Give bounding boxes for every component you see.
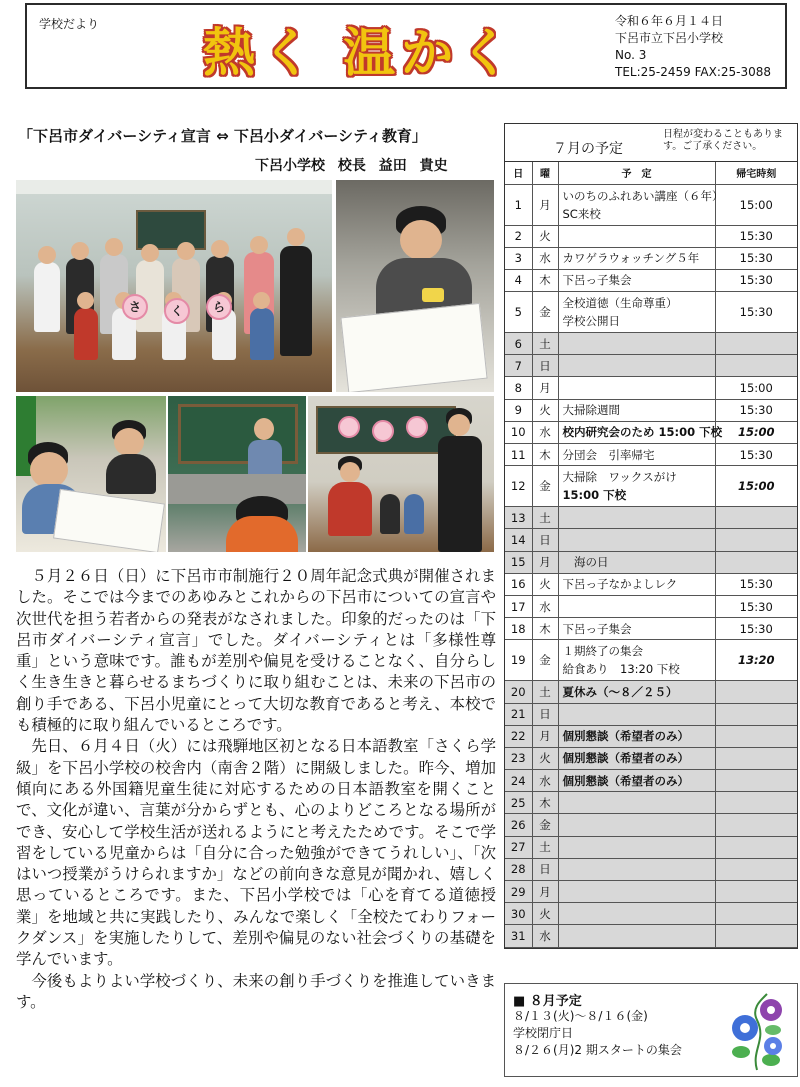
schedule-row [505,595,797,617]
row-event [558,681,715,703]
row-weekday: 火 [532,399,558,421]
row-event-line: 全校道徳（生命尊重） [562,296,678,311]
row-time: 15:00 [715,466,797,507]
row-event-line: 個別懇談（希望者のみ） [562,729,689,744]
row-event-line: 学校公開日 [562,314,620,329]
header-info [615,13,775,81]
row-event [558,573,715,595]
row-time: 15:30 [715,269,797,291]
schedule-row [505,399,797,421]
row-event [558,507,715,529]
august-line: ８/２６(月)2 期スタートの集会 [513,1043,682,1057]
row-weekday: 金 [532,814,558,836]
august-lines [513,1008,682,1059]
ceremony-photo [308,396,494,552]
row-event [558,770,715,792]
row-weekday: 木 [532,444,558,466]
row-event [558,444,715,466]
row-event-line: 分団会 引率帰宅 [562,447,655,462]
row-time: 15:30 [715,444,797,466]
row-event [558,836,715,858]
row-event [558,377,715,399]
schedule-row [505,466,797,507]
schedule-month-title: ７月の予定 [553,141,623,157]
row-day: 12 [505,466,532,507]
schedule-row [505,725,797,747]
row-event-line: 海の日 [562,555,609,570]
row-time: 15:00 [715,421,797,443]
row-event-line: 15:00 下校 [562,488,627,503]
row-time: 15:30 [715,292,797,333]
schedule-row [505,247,797,269]
row-event [558,925,715,947]
row-time [715,925,797,947]
row-weekday: 木 [532,618,558,640]
row-day: 5 [505,292,532,333]
row-event [558,247,715,269]
row-time [715,903,797,925]
row-weekday: 火 [532,225,558,247]
row-event [558,355,715,377]
row-weekday: 月 [532,881,558,903]
row-weekday: 土 [532,836,558,858]
row-weekday: 日 [532,355,558,377]
row-weekday: 水 [532,925,558,947]
row-day: 25 [505,792,532,814]
schedule-row [505,747,797,769]
row-day: 21 [505,703,532,725]
schedule-row [505,881,797,903]
row-day: 31 [505,925,532,947]
row-day: 19 [505,640,532,681]
schedule-row [505,184,797,225]
row-day: 11 [505,444,532,466]
row-event-line: 給食あり 13:20 下校 [562,662,680,677]
row-weekday: 火 [532,903,558,925]
schedule-row [505,903,797,925]
row-time: 15:00 [715,184,797,225]
placard-ra: ら [206,294,232,320]
issue-number: No. 3 [615,48,647,62]
row-day: 9 [505,399,532,421]
row-weekday: 水 [532,770,558,792]
row-weekday: 火 [532,573,558,595]
row-weekday: 金 [532,640,558,681]
row-day: 6 [505,333,532,355]
row-event [558,792,715,814]
row-weekday: 木 [532,269,558,291]
schedule-row [505,792,797,814]
row-day: 10 [505,421,532,443]
schedule-row [505,225,797,247]
row-event [558,333,715,355]
student-desk-photo [336,180,494,392]
row-event-line: SC来校 [562,206,601,221]
row-weekday: 月 [532,725,558,747]
article-body [16,566,496,1013]
row-event [558,184,724,225]
august-title: ■ ８月予定 [513,994,582,1009]
row-time: 15:30 [715,247,797,269]
school-name: 下呂市立下呂小学校 [615,31,724,45]
column-time: 帰宅時刻 [715,162,797,184]
blackboard-photo [168,396,306,552]
row-event [558,551,715,573]
row-event-line: 大掃除 ワックスがけ [562,470,677,485]
schedule-row [505,292,797,333]
row-time: 13:20 [715,640,797,681]
schedule-row [505,377,797,399]
article-paragraph: ５月２６日（日）に下呂市市制施行２０周年記念式典が開催されました。そこでは今までのあゆみとこれからの下呂市についての宣言や次世代を担う若者からの発表がなされました。印象的だったのは「下呂市ダイバーシティ宣言」でした。ダイバーシティとは「多様性尊重」という意味です。誰もが差別や偏見を受けることなく、自分らしく生き生きと暮らせるまちづくりに取り組むことは、未来の下呂市の創り手である、下呂小児童にとって大切な教育であると考え、本校でも積極的に取り組んでいるところです。 [16,567,496,735]
schedule-row [505,770,797,792]
morning-glory-icon [727,990,789,1072]
article-title: 「下呂市ダイバーシティ宣言 ⇔ 下呂小ダイバーシティ教育」 [18,127,427,145]
row-event [558,703,715,725]
schedule-row [505,640,797,681]
row-day: 13 [505,507,532,529]
row-event [558,421,723,443]
row-time [715,814,797,836]
row-time [715,507,797,529]
row-event [558,225,715,247]
row-time [715,770,797,792]
newsletter-header [25,3,787,89]
row-day: 28 [505,858,532,880]
row-weekday: 土 [532,507,558,529]
row-day: 18 [505,618,532,640]
row-weekday: 水 [532,247,558,269]
row-time: 15:00 [715,377,797,399]
row-day: 29 [505,881,532,903]
schedule-row [505,269,797,291]
row-day: 23 [505,747,532,769]
row-event-line: いのちのふれあい講座（６年） [562,188,724,203]
row-day: 26 [505,814,532,836]
column-day: 日 [505,162,532,184]
august-plan [504,983,798,1077]
row-time [715,881,797,903]
row-event [558,725,715,747]
row-weekday: 水 [532,421,558,443]
placard-sa: さ [122,294,148,320]
row-time [715,703,797,725]
row-day: 27 [505,836,532,858]
schedule-row [505,529,797,551]
column-event: 予 定 [558,162,715,184]
row-event [558,466,715,507]
schedule-header [505,124,797,162]
schedule-row [505,814,797,836]
row-weekday: 土 [532,333,558,355]
row-event-line: １期終了の集会 [562,644,643,659]
schedule-column-headers [505,162,797,184]
row-day: 20 [505,681,532,703]
row-day: 1 [505,184,532,225]
august-line: ８/１３(火)～８/１６(金) [513,1009,648,1023]
schedule-row [505,925,797,947]
row-event [558,640,715,681]
row-event [558,881,715,903]
row-day: 17 [505,595,532,617]
row-event [558,595,715,617]
schedule-note: 日程が変わることもあります。ご了承ください。 [663,129,783,152]
row-time [715,355,797,377]
schedule-row [505,836,797,858]
row-day: 4 [505,269,532,291]
row-weekday: 火 [532,747,558,769]
row-weekday: 月 [532,184,558,225]
row-time: 15:30 [715,595,797,617]
row-weekday: 金 [532,466,558,507]
schedule-row [505,333,797,355]
row-time [715,836,797,858]
schedule-row [505,858,797,880]
row-day: 24 [505,770,532,792]
row-event [558,858,715,880]
row-time: 15:30 [715,618,797,640]
group-photo [16,180,332,392]
row-time: 15:30 [715,399,797,421]
row-day: 22 [505,725,532,747]
newsletter-title: 熱く 温かく [203,24,518,84]
row-time [715,747,797,769]
contact-info: TEL:25-2459 FAX:25-3088 [615,65,772,79]
row-weekday: 土 [532,681,558,703]
article-paragraph: 今後もよりよい学校づくり、未来の創り手づくりを推進していきます。 [16,971,496,1011]
row-event [558,903,715,925]
row-time: 15:30 [715,225,797,247]
row-day: 15 [505,551,532,573]
row-weekday: 金 [532,292,558,333]
schedule-row [505,551,797,573]
row-event [558,618,715,640]
row-event [558,814,715,836]
row-day: 8 [505,377,532,399]
row-weekday: 月 [532,551,558,573]
row-weekday: 日 [532,703,558,725]
article-author: 下呂小学校 校長 益田 貴史 [255,158,448,174]
row-day: 7 [505,355,532,377]
row-time [715,725,797,747]
row-event-line: 下呂っ子集会 [562,621,632,636]
row-time: 15:30 [715,573,797,595]
article-paragraph: 先日、６月４日（火）には飛騨地区初となる日本語教室「さくら学級」を下呂小学校の校舎内（南舎２階）に開級しました。昨今、増加傾向にある外国籍児童生徒に対応するための日本語教室を開くことで、文化が違い、言葉が分からずとも、心のよりどころとなる場所ができ、安心して学校生活が送れるようにと考えたためです。そこで学習をしている児童からは「自分に合った勉強ができてうれしい」、「次はいつ授業がうけられますか」などの前向きな意見が聞かれ、嬉しく思っているところです。また、下呂小学校では「心を育てる道徳授業」を地域と共に実践したり、みんなで楽しく「全校たてわりフォークダンス」を実施したりして、差別や偏見のない社会づくりの基礎を学んでいます。 [16,737,496,969]
schedule-row [505,681,797,703]
row-event [558,529,715,551]
row-event-line: 個別懇談（希望者のみ） [562,773,689,788]
schedule-row [505,507,797,529]
row-event-line: 下呂っ子集会 [562,273,632,288]
row-weekday: 木 [532,792,558,814]
row-time [715,551,797,573]
row-day: 30 [505,903,532,925]
row-time [715,858,797,880]
newsletter-label: 学校だより [39,17,100,31]
row-time [715,792,797,814]
photo-collage [16,180,494,552]
row-event [558,269,715,291]
column-weekday: 曜 [532,162,558,184]
row-weekday: 日 [532,529,558,551]
row-event-line: 下呂っ子なかよしレク [562,577,678,592]
row-time [715,529,797,551]
row-event [558,747,715,769]
row-time [715,333,797,355]
schedule-table [505,162,797,948]
row-day: 2 [505,225,532,247]
row-day: 3 [505,247,532,269]
schedule-row [505,421,797,443]
row-event-line: 大掃除週間 [562,403,620,418]
row-time [715,681,797,703]
august-line: 学校閉庁日 [513,1026,574,1040]
row-weekday: 日 [532,858,558,880]
row-event-line: 夏休み（～８／２５） [562,684,678,699]
row-day: 14 [505,529,532,551]
child-writing-photo [16,396,166,552]
row-event [558,399,715,421]
schedule-row [505,355,797,377]
placard-ku: く [164,298,190,324]
july-schedule [504,123,798,949]
row-event [558,292,715,333]
row-weekday: 水 [532,595,558,617]
row-event-line: カワゲラウォッチング５年 [562,251,700,266]
schedule-row [505,703,797,725]
row-event-line: 個別懇談（希望者のみ） [562,751,689,766]
row-event-line: 校内研究会のため 15:00 下校 [562,425,723,440]
schedule-row [505,573,797,595]
row-day: 16 [505,573,532,595]
issue-date: 令和６年６月１４日 [615,14,724,28]
schedule-row [505,444,797,466]
schedule-row [505,618,797,640]
row-weekday: 月 [532,377,558,399]
